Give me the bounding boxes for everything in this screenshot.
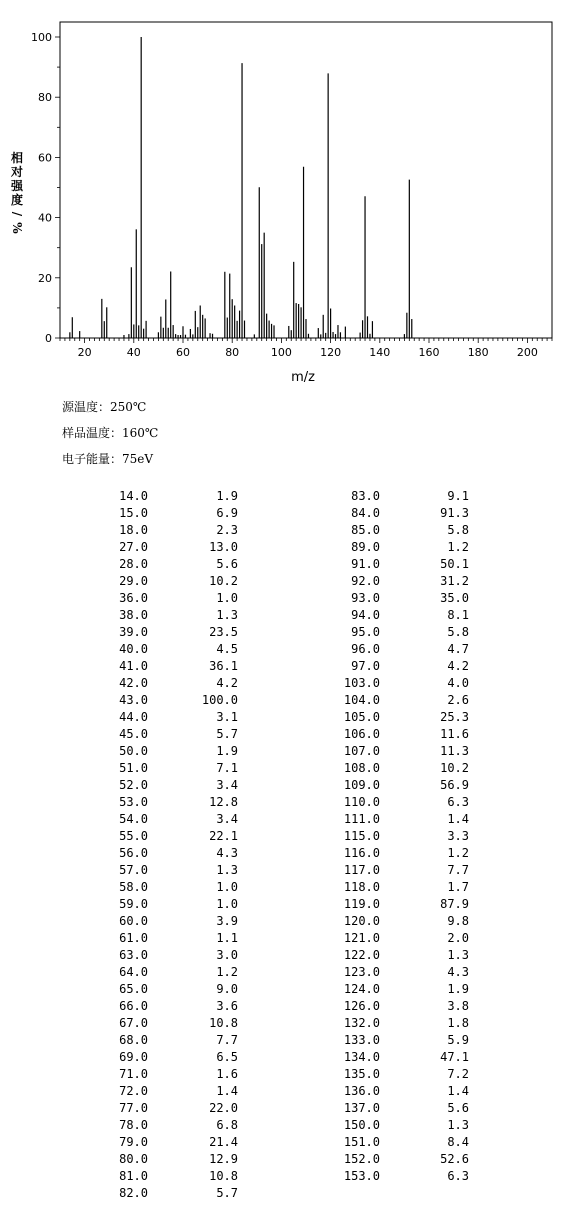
- table-cell: 4.2: [216, 676, 238, 690]
- table-cell: 2.6: [447, 693, 469, 707]
- table-cell: 58.0: [119, 880, 148, 894]
- table-cell: 56.9: [440, 778, 469, 792]
- table-cell: 44.0: [119, 710, 148, 724]
- table-cell: 1.1: [216, 931, 238, 945]
- table-row: [0, 845, 570, 862]
- table-cell: 4.5: [216, 642, 238, 656]
- table-cell: 2.3: [216, 523, 238, 537]
- table-cell: 52.0: [119, 778, 148, 792]
- table-cell: 65.0: [119, 982, 148, 996]
- table-cell: 7.1: [216, 761, 238, 775]
- x-tick-label: 80: [225, 346, 240, 359]
- table-cell: 82.0: [119, 1186, 148, 1200]
- table-cell: 3.0: [216, 948, 238, 962]
- table-row: [0, 794, 570, 811]
- table-cell: 11.3: [440, 744, 469, 758]
- table-row: [0, 522, 570, 539]
- table-cell: 53.0: [119, 795, 148, 809]
- table-cell: 3.8: [447, 999, 469, 1013]
- table-cell: 9.0: [216, 982, 238, 996]
- table-row: [0, 505, 570, 522]
- table-cell: 81.0: [119, 1169, 148, 1183]
- x-tick-label: 180: [467, 346, 489, 359]
- table-cell: 66.0: [119, 999, 148, 1013]
- table-cell: 10.2: [440, 761, 469, 775]
- table-cell: 152.0: [343, 1152, 380, 1166]
- table-cell: 110.0: [343, 795, 380, 809]
- table-row: [0, 1015, 570, 1032]
- table-cell: 3.4: [216, 812, 238, 826]
- table-cell: 43.0: [119, 693, 148, 707]
- table-cell: 121.0: [343, 931, 380, 945]
- table-cell: 107.0: [343, 744, 380, 758]
- table-cell: 126.0: [343, 999, 380, 1013]
- table-cell: 92.0: [351, 574, 380, 588]
- table-cell: 36.1: [209, 659, 238, 673]
- electron-energy: 电子能量：75eV: [62, 452, 154, 466]
- table-cell: 117.0: [343, 863, 380, 877]
- table-cell: 78.0: [119, 1118, 148, 1132]
- x-tick-label: 140: [369, 346, 391, 359]
- plot-frame: [60, 22, 552, 338]
- table-cell: 61.0: [119, 931, 148, 945]
- table-cell: 5.7: [216, 1186, 238, 1200]
- y-tick-label: 20: [38, 271, 52, 285]
- table-cell: 4.0: [447, 676, 469, 690]
- table-row: [0, 862, 570, 879]
- x-tick-label: 60: [176, 346, 190, 359]
- table-cell: 97.0: [351, 659, 380, 673]
- table-cell: 103.0: [343, 676, 380, 690]
- table-cell: 9.1: [447, 489, 469, 503]
- table-cell: 91.0: [351, 557, 380, 571]
- chart-bars: [70, 37, 412, 338]
- table-cell: 45.0: [119, 727, 148, 741]
- table-cell: 13.0: [209, 540, 238, 554]
- table-cell: 87.9: [440, 897, 469, 911]
- table-row: [0, 1134, 570, 1151]
- table-row: [0, 709, 570, 726]
- table-row: [0, 641, 570, 658]
- table-cell: 5.8: [447, 625, 469, 639]
- table-cell: 8.1: [447, 608, 469, 622]
- table-cell: 29.0: [119, 574, 148, 588]
- table-cell: 120.0: [343, 914, 380, 928]
- table-cell: 91.3: [440, 506, 469, 520]
- table-row: [0, 1168, 570, 1185]
- table-cell: 1.0: [216, 591, 238, 605]
- table-cell: 38.0: [119, 608, 148, 622]
- table-cell: 4.3: [216, 846, 238, 860]
- table-cell: 5.8: [447, 523, 469, 537]
- table-cell: 71.0: [119, 1067, 148, 1081]
- y-tick-label: 80: [38, 91, 52, 105]
- table-cell: 1.2: [447, 540, 469, 554]
- table-cell: 137.0: [343, 1101, 380, 1115]
- table-cell: 1.9: [216, 489, 238, 503]
- table-cell: 15.0: [119, 506, 148, 520]
- table-cell: 94.0: [351, 608, 380, 622]
- table-cell: 72.0: [119, 1084, 148, 1098]
- table-row: [0, 1066, 570, 1083]
- table-cell: 57.0: [119, 863, 148, 877]
- table-cell: 51.0: [119, 761, 148, 775]
- table-row: [0, 743, 570, 760]
- table-cell: 108.0: [343, 761, 380, 775]
- table-row: [0, 1049, 570, 1066]
- table-row: [0, 590, 570, 607]
- table-cell: 1.6: [216, 1067, 238, 1081]
- source-temperature: 源温度：250℃: [62, 400, 147, 414]
- table-cell: 41.0: [119, 659, 148, 673]
- table-cell: 9.8: [447, 914, 469, 928]
- table-cell: 55.0: [119, 829, 148, 843]
- table-cell: 1.8: [447, 1016, 469, 1030]
- table-cell: 1.3: [447, 948, 469, 962]
- table-cell: 4.2: [447, 659, 469, 673]
- table-row: [0, 556, 570, 573]
- table-cell: 3.3: [447, 829, 469, 843]
- table-cell: 27.0: [119, 540, 148, 554]
- table-cell: 95.0: [351, 625, 380, 639]
- table-row: [0, 488, 570, 505]
- table-row: [0, 692, 570, 709]
- x-tick-label: 160: [418, 346, 440, 359]
- table-cell: 5.9: [447, 1033, 469, 1047]
- table-cell: 133.0: [343, 1033, 380, 1047]
- x-tick-label: 120: [320, 346, 342, 359]
- table-cell: 56.0: [119, 846, 148, 860]
- table-row: [0, 1117, 570, 1134]
- table-cell: 100.0: [201, 693, 238, 707]
- table-cell: 35.0: [440, 591, 469, 605]
- y-tick-label: 40: [38, 211, 52, 225]
- y-tick-label: 0: [45, 332, 52, 345]
- table-cell: 6.3: [447, 795, 469, 809]
- table-row: [0, 573, 570, 590]
- y-tick-label: 60: [38, 151, 52, 165]
- table-row: [0, 777, 570, 794]
- table-cell: 124.0: [343, 982, 380, 996]
- table-cell: 85.0: [351, 523, 380, 537]
- table-cell: 153.0: [343, 1169, 380, 1183]
- table-cell: 2.0: [447, 931, 469, 945]
- table-cell: 31.2: [440, 574, 469, 588]
- y-axis-label-char: 对: [10, 165, 24, 179]
- table-cell: 104.0: [343, 693, 380, 707]
- table-cell: 11.6: [440, 727, 469, 741]
- table-cell: 135.0: [343, 1067, 380, 1081]
- mass-spectrum-chart: [0, 0, 570, 390]
- table-row: [0, 981, 570, 998]
- table-cell: 80.0: [119, 1152, 148, 1166]
- table-cell: 47.1: [440, 1050, 469, 1064]
- y-axis-ticks: [31, 31, 60, 345]
- table-cell: 50.1: [440, 557, 469, 571]
- table-cell: 1.4: [447, 812, 469, 826]
- table-cell: 50.0: [119, 744, 148, 758]
- table-cell: 109.0: [343, 778, 380, 792]
- table-row: [0, 607, 570, 624]
- table-cell: 1.7: [447, 880, 469, 894]
- table-cell: 3.4: [216, 778, 238, 792]
- table-cell: 89.0: [351, 540, 380, 554]
- table-cell: 1.3: [216, 608, 238, 622]
- table-cell: 119.0: [343, 897, 380, 911]
- table-cell: 6.9: [216, 506, 238, 520]
- table-cell: 106.0: [343, 727, 380, 741]
- table-cell: 3.9: [216, 914, 238, 928]
- table-cell: 1.4: [447, 1084, 469, 1098]
- x-tick-label: 20: [77, 346, 92, 359]
- table-cell: 123.0: [343, 965, 380, 979]
- table-cell: 118.0: [343, 880, 380, 894]
- table-cell: 7.7: [447, 863, 469, 877]
- table-cell: 150.0: [343, 1118, 380, 1132]
- table-row: [0, 828, 570, 845]
- table-cell: 39.0: [119, 625, 148, 639]
- y-axis-label-char: 相: [10, 151, 24, 165]
- table-cell: 64.0: [119, 965, 148, 979]
- table-cell: 1.3: [447, 1118, 469, 1132]
- table-cell: 28.0: [119, 557, 148, 571]
- table-cell: 22.0: [209, 1101, 238, 1115]
- table-cell: 67.0: [119, 1016, 148, 1030]
- table-cell: 22.1: [209, 829, 238, 843]
- table-cell: 116.0: [343, 846, 380, 860]
- table-cell: 4.7: [447, 642, 469, 656]
- table-cell: 6.5: [216, 1050, 238, 1064]
- table-cell: 93.0: [351, 591, 380, 605]
- table-cell: 7.7: [216, 1033, 238, 1047]
- table-cell: 36.0: [119, 591, 148, 605]
- table-cell: 1.2: [216, 965, 238, 979]
- table-cell: 77.0: [119, 1101, 148, 1115]
- table-cell: 122.0: [343, 948, 380, 962]
- table-row: [0, 1100, 570, 1117]
- y-axis-label-char: /: [10, 211, 24, 217]
- table-cell: 63.0: [119, 948, 148, 962]
- table-row: [0, 930, 570, 947]
- table-cell: 136.0: [343, 1084, 380, 1098]
- table-cell: 84.0: [351, 506, 380, 520]
- y-axis-label-char: 度: [10, 193, 24, 207]
- table-cell: 10.8: [209, 1169, 238, 1183]
- table-cell: 115.0: [343, 829, 380, 843]
- table-cell: 3.6: [216, 999, 238, 1013]
- table-cell: 25.3: [440, 710, 469, 724]
- table-cell: 5.7: [216, 727, 238, 741]
- table-cell: 8.4: [447, 1135, 469, 1149]
- table-cell: 105.0: [343, 710, 380, 724]
- table-cell: 23.5: [209, 625, 238, 639]
- table-row: [0, 811, 570, 828]
- table-cell: 10.8: [209, 1016, 238, 1030]
- y-axis-label-char: %: [10, 222, 24, 234]
- table-row: [0, 624, 570, 641]
- table-cell: 42.0: [119, 676, 148, 690]
- table-row: [0, 896, 570, 913]
- x-axis-label: m/z: [291, 370, 315, 385]
- table-cell: 21.4: [209, 1135, 238, 1149]
- x-tick-label: 200: [516, 346, 538, 359]
- table-cell: 40.0: [119, 642, 148, 656]
- table-cell: 18.0: [119, 523, 148, 537]
- table-cell: 1.0: [216, 897, 238, 911]
- table-cell: 10.2: [209, 574, 238, 588]
- table-cell: 1.2: [447, 846, 469, 860]
- table-row: [0, 539, 570, 556]
- table-row: [0, 879, 570, 896]
- table-cell: 69.0: [119, 1050, 148, 1064]
- table-cell: 1.0: [216, 880, 238, 894]
- table-cell: 54.0: [119, 812, 148, 826]
- table-row: [0, 760, 570, 777]
- table-cell: 134.0: [343, 1050, 380, 1064]
- table-cell: 12.8: [209, 795, 238, 809]
- x-axis-ticks: [60, 338, 552, 359]
- table-cell: 7.2: [447, 1067, 469, 1081]
- table-row: [0, 998, 570, 1015]
- table-cell: 111.0: [343, 812, 380, 826]
- table-cell: 4.3: [447, 965, 469, 979]
- table-cell: 12.9: [209, 1152, 238, 1166]
- table-cell: 83.0: [351, 489, 380, 503]
- table-row: [0, 675, 570, 692]
- table-cell: 14.0: [119, 489, 148, 503]
- table-cell: 1.4: [216, 1084, 238, 1098]
- table-row: [0, 726, 570, 743]
- table-row: [0, 947, 570, 964]
- table-row: [0, 658, 570, 675]
- table-row: [0, 1032, 570, 1049]
- table-cell: 5.6: [216, 557, 238, 571]
- table-cell: 59.0: [119, 897, 148, 911]
- table-cell: 132.0: [343, 1016, 380, 1030]
- y-tick-label: 100: [31, 31, 52, 44]
- table-row: [0, 1151, 570, 1168]
- table-cell: 5.6: [447, 1101, 469, 1115]
- table-cell: 151.0: [343, 1135, 380, 1149]
- y-axis-label: [10, 150, 24, 234]
- table-row: [0, 1083, 570, 1100]
- table-cell: 60.0: [119, 914, 148, 928]
- table-row: [0, 913, 570, 930]
- table-cell: 79.0: [119, 1135, 148, 1149]
- table-cell: 68.0: [119, 1033, 148, 1047]
- table-cell: 6.8: [216, 1118, 238, 1132]
- sample-temperature: 样品温度：160℃: [62, 426, 159, 440]
- table-cell: 1.3: [216, 863, 238, 877]
- table-cell: 52.6: [440, 1152, 469, 1166]
- table-row: [0, 1185, 570, 1202]
- chart-axes: [60, 22, 552, 338]
- x-tick-label: 100: [270, 346, 292, 359]
- x-tick-label: 40: [126, 346, 141, 359]
- table-cell: 1.9: [216, 744, 238, 758]
- y-axis-label-char: 强: [10, 179, 24, 193]
- table-cell: 96.0: [351, 642, 380, 656]
- table-cell: 3.1: [216, 710, 238, 724]
- table-cell: 6.3: [447, 1169, 469, 1183]
- table-row: [0, 964, 570, 981]
- table-cell: 1.9: [447, 982, 469, 996]
